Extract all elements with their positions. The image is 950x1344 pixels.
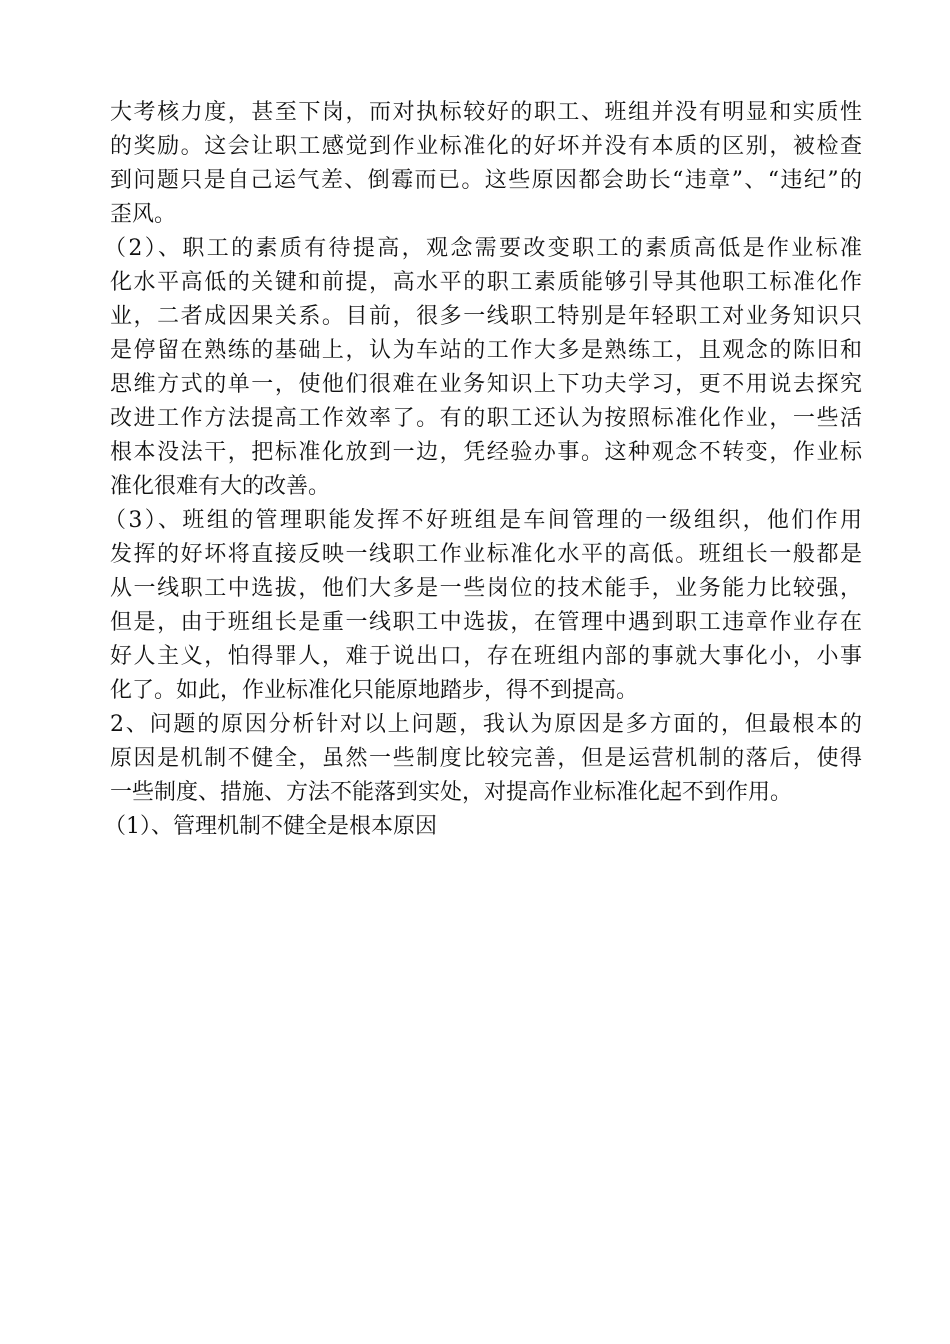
text-line: 业，二者成因果关系。目前，很多一线职工特别是年轻职工对业务知识只 (110, 304, 862, 329)
text-line: 从一线职工中选拔，他们大多是一些岗位的技术能手，业务能力比较强， (110, 576, 862, 601)
text-line: 到问题只是自己运气差、倒霉而已。这些原因都会助长“违章”、“违纪”的 (110, 168, 862, 193)
text-line: 改进工作方法提高工作效率了。有的职工还认为按照标准化作业，一些活 (110, 406, 862, 431)
text-line: 但是，由于班组长是重一线职工中选拔，在管理中遇到职工违章作业存在 (110, 610, 862, 635)
text-line: 发挥的好坏将直接反映一线职工作业标准化水平的高低。班组长一般都是 (110, 542, 862, 567)
section-heading-line: （2）、职工的素质有待提高，观念需要改变职工的素质高低是作业标准 (104, 236, 862, 261)
text-line: 原因是机制不健全，虽然一些制度比较完善，但是运营机制的落后，使得 (110, 746, 862, 771)
section-heading-line: （3）、班组的管理职能发挥不好班组是车间管理的一级组织，他们作用 (104, 508, 862, 533)
document-body (104, 96, 862, 844)
text-line: 准化很难有大的改善。 (110, 474, 331, 499)
text-line: 一些制度、措施、方法不能落到实处，对提高作业标准化起不到作用。 (110, 780, 793, 805)
text-line: 化水平高低的关键和前提，高水平的职工素质能够引导其他职工标准化作 (110, 270, 862, 295)
section-heading-line: （1）、管理机制不健全是根本原因 (104, 814, 437, 839)
text-line: 根本没法干，把标准化放到一边，凭经验办事。这种观念不转变，作业标 (110, 440, 862, 465)
text-line: 大考核力度，甚至下岗，而对执标较好的职工、班组并没有明显和实质性 (110, 100, 862, 125)
text-line: 歪风。 (110, 202, 177, 227)
text-line: 是停留在熟练的基础上，认为车站的工作大多是熟练工，且观念的陈旧和 (110, 338, 862, 363)
text-line: 思维方式的单一，使他们很难在业务知识上下功夫学习，更不用说去探究 (110, 372, 862, 397)
section-heading-line: 2、问题的原因分析针对以上问题，我认为原因是多方面的，但最根本的 (110, 712, 862, 737)
text-line: 化了。如此，作业标准化只能原地踏步，得不到提高。 (110, 678, 639, 703)
text-line: 的奖励。这会让职工感觉到作业标准化的好坏并没有本质的区别，被检查 (110, 134, 862, 159)
text-line: 好人主义，怕得罪人，难于说出口，存在班组内部的事就大事化小，小事 (110, 644, 862, 669)
